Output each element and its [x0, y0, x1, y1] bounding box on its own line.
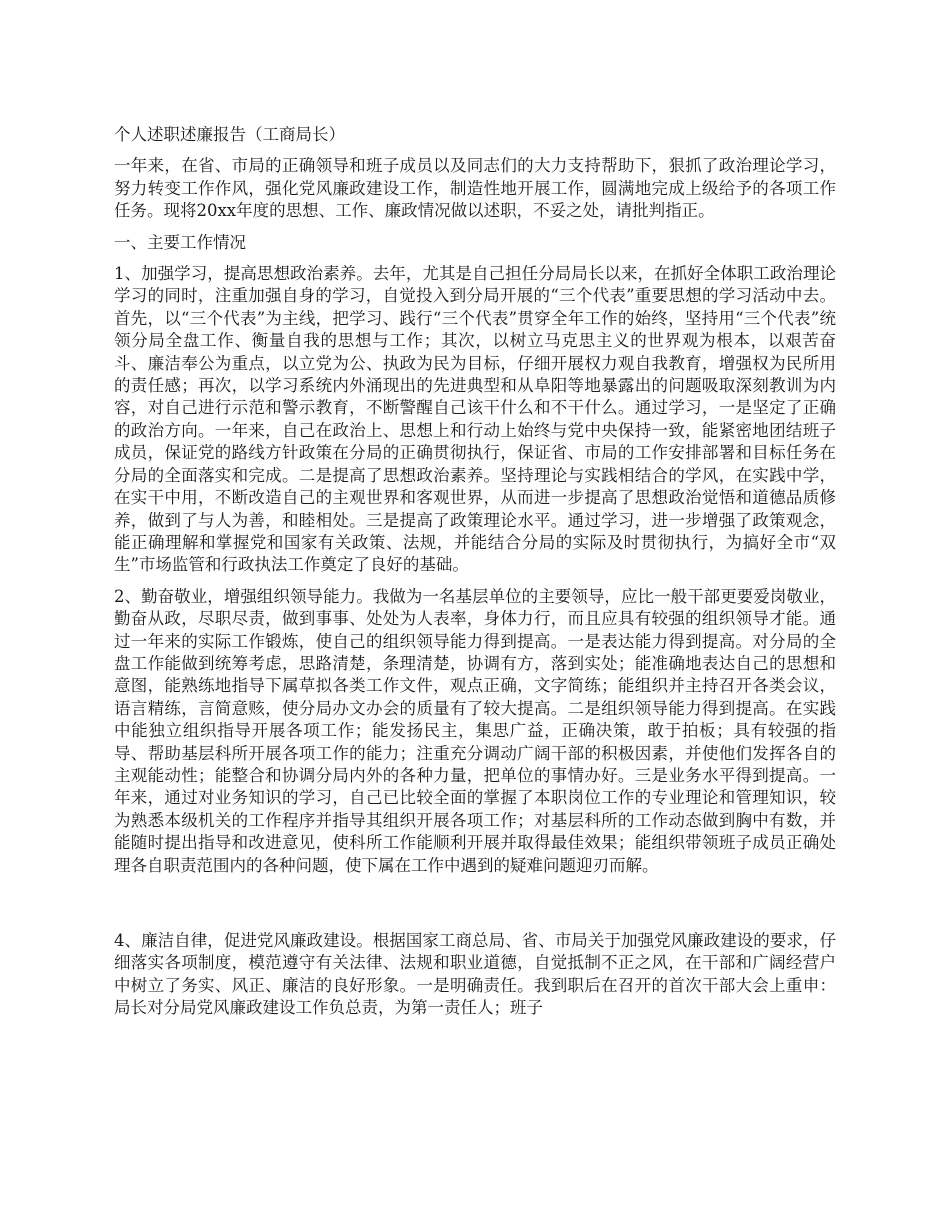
paragraph-item-2: 2、勤奋敬业，增强组织领导能力。我做为一名基层单位的主要领导，应比一般干部更要爱岗敬业，勤奋从政，尽职尽责，做到事事、处处为人表率，身体力行，而且应具有较强的组织领导才能。通过一年来的实际工作锻炼，使自己的组织领导能力得到提高。一是表达能力得到提高。对分局的全盘工作能做到统筹考虑，思路清楚，条理清楚，协调有方，落到实处；能准确地表达自己的思想和意图，能熟练地指导下属草拟各类工作文件，观点正确，文字简练；能组织并主持召开各类会议，语言精练，言简意赅，使分局办文办会的质量有了较大提高。二是组织领导能力得到提高。在实践中能独立组织指导开展各项工作；能发扬民主，集思广益，正确决策，敢于拍板；具有较强的指导、帮助基层科所开展各项工作的能力；注重充分调动广阔干部的积极因素，并使他们发挥各自的主观能动性；能整合和协调分局内外的各种力量，把单位的事情办好。三是业务水平得到提高。一年来，通过对业务知识的学习，自己已比较全面的掌握了本职岗位工作的专业理论和管理知识，较为熟悉本级机关的工作程序并指导其组织开展各项工作；对基层科所的工作动态做到胸中有数，并能随时提出指导和改进意见，使科所工作能顺利开展并取得最佳效果；能组织带领班子成员正确处理各自职责范围内的各种问题，使下属在工作中遇到的疑难问题迎刃而解。: [114, 586, 836, 875]
blank-gap: [114, 886, 836, 930]
paragraph-item-1: 1、加强学习，提高思想政治素养。去年，尤其是自己担任分局局长以来，在抓好全体职工政治理论学习的同时，注重加强自身的学习，自觉投入到分局开展的“三个代表”重要思想的学习活动中去。首先，以“三个代表”为主线，把学习、践行“三个代表”贯穿全年工作的始终，坚持用“三个代表”统领分局全盘工作、衡量自我的思想与工作；其次，以树立马克思主义的世界观为根本，以艰苦奋斗、廉洁奉公为重点，以立党为公、执政为民为目标，仔细开展权力观自我教育，增强权为民所用的责任感；再次，以学习系统内外涌现出的先进典型和从阜阳等地暴露出的问题吸取深刻教训为内容，对自己进行示范和警示教育，不断警醒自己该干什么和不干什么。通过学习，一是坚定了正确的政治方向。一年来，自己在政治上、思想上和行动上始终与党中央保持一致，能紧密地团结班子成员，保证党的路线方针政策在分局的正确贯彻执行，保证省、市局的工作安排部署和目标任务在分局的全面落实和完成。二是提高了思想政治素养。坚持理论与实践相结合的学风，在实践中学，在实干中用，不断改造自己的主观世界和客观世界，从而进一步提高了思想政治觉悟和道德品质修养，做到了与人为善，和睦相处。三是提高了政策理论水平。通过学习，进一步增强了政策观念，能正确理解和掌握党和国家有关政策、法规，并能结合分局的实际及时贯彻执行，为搞好全市“双生”市场监管和行政执法工作奠定了良好的基础。: [114, 264, 836, 575]
intro-paragraph: 一年来，在省、市局的正确领导和班子成员以及同志们的大力支持帮助下，狠抓了政治理论学习，努力转变工作作风，强化党风廉政建设工作，制造性地开展工作，圆满地完成上级给予的各项工作任务。现将20xx年度的思想、工作、廉政情况做以述职，不妥之处，请批判指正。: [114, 156, 836, 221]
paragraph-item-4: 4、廉洁自律，促进党风廉政建设。根据国家工商总局、省、市局关于加强党风廉政建设的要求，仔细落实各项制度，模范遵守有关法律、法规和职业道德，自觉抵制不正之风，在干部和广阔经营户中树立了务实、风正、廉洁的良好形象。一是明确责任。我到职后在召开的首次干部大会上重申：局长对分局党风廉政建设工作负总责，为第一责任人；班子: [114, 931, 836, 1018]
section-heading-main-work: 一、主要工作情况: [114, 232, 246, 252]
document-page: [114, 124, 836, 1029]
document-title: 个人述职述廉报告（工商局长）: [114, 125, 345, 144]
